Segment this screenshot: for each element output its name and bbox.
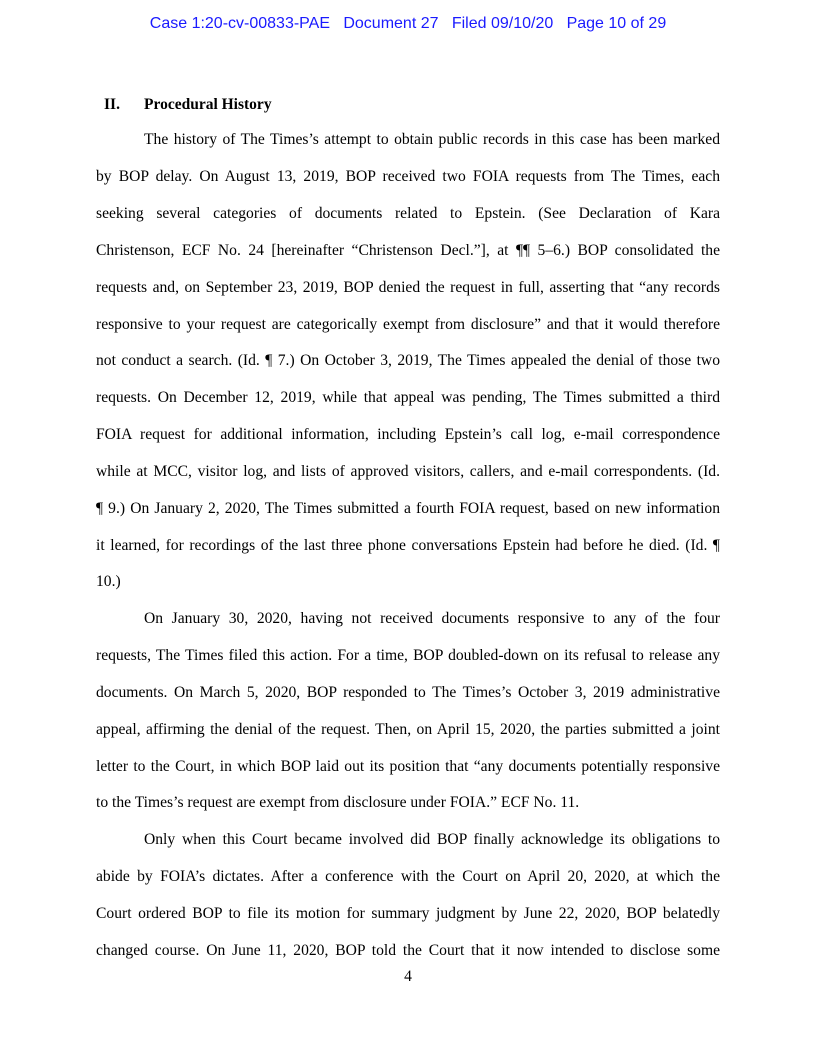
text-line: abide by FOIA’s dictates. After a conference with the Court on April 20, 2020, at which the (96, 868, 720, 885)
section-number: II. (104, 96, 120, 113)
text-line: On January 30, 2020, having not received documents responsive to any of the four (144, 610, 720, 627)
case-header: Case 1:20-cv-00833-PAE Document 27 Filed 09/10/20 Page 10 of 29 (149, 15, 667, 32)
text-line: The history of The Times’s attempt to obtain public records in this case has been marked (144, 131, 720, 148)
text-line: appeal, affirming the denial of the request. Then, on April 15, 2020, the parties submitted a joint (96, 721, 720, 738)
text-line: it learned, for recordings of the last three phone conversations Epstein had before he died. (Id. ¶ (96, 537, 720, 554)
section-title: Procedural History (144, 96, 272, 113)
text-line: FOIA request for additional information, including Epstein’s call log, e-mail correspondence (96, 426, 720, 443)
text-line: to the Times’s request are exempt from disclosure under FOIA.” ECF No. 11. (96, 794, 580, 811)
text-line: by BOP delay. On August 13, 2019, BOP received two FOIA requests from The Times, each (96, 168, 720, 185)
text-line: 10.) (96, 573, 121, 590)
text-line: not conduct a search. (Id. ¶ 7.) On October 3, 2019, The Times appealed the denial of those two (96, 352, 720, 369)
text-line: ¶ 9.) On January 2, 2020, The Times submitted a fourth FOIA request, based on new information (96, 500, 720, 517)
text-line: requests, The Times filed this action. For a time, BOP doubled-down on its refusal to release any (96, 647, 720, 664)
text-line: while at MCC, visitor log, and lists of approved visitors, callers, and e-mail correspondents. (Id. (96, 463, 720, 480)
text-line: responsive to your request are categorically exempt from disclosure” and that it would therefore (96, 316, 720, 333)
text-line: Christenson, ECF No. 24 [hereinafter “Christenson Decl.”], at ¶¶ 5–6.) BOP consolidated the (96, 242, 720, 259)
text-line: Only when this Court became involved did BOP finally acknowledge its obligations to (144, 831, 720, 848)
text-line: documents. On March 5, 2020, BOP responded to The Times’s October 3, 2019 administrative (96, 684, 720, 701)
section-heading (104, 96, 272, 114)
page-number: 4 (404, 968, 412, 985)
text-line: seeking several categories of documents related to Epstein. (See Declaration of Kara (96, 205, 720, 222)
text-line: requests. On December 12, 2019, while that appeal was pending, The Times submitted a third (96, 389, 720, 406)
text-line: letter to the Court, in which BOP laid out its position that “any documents potentially responsive (96, 758, 720, 775)
text-line: requests and, on September 23, 2019, BOP denied the request in full, asserting that “any records (96, 279, 720, 296)
text-line: changed course. On June 11, 2020, BOP told the Court that it now intended to disclose some (96, 942, 720, 959)
text-line: Court ordered BOP to file its motion for summary judgment by June 22, 2020, BOP belatedly (96, 905, 720, 922)
